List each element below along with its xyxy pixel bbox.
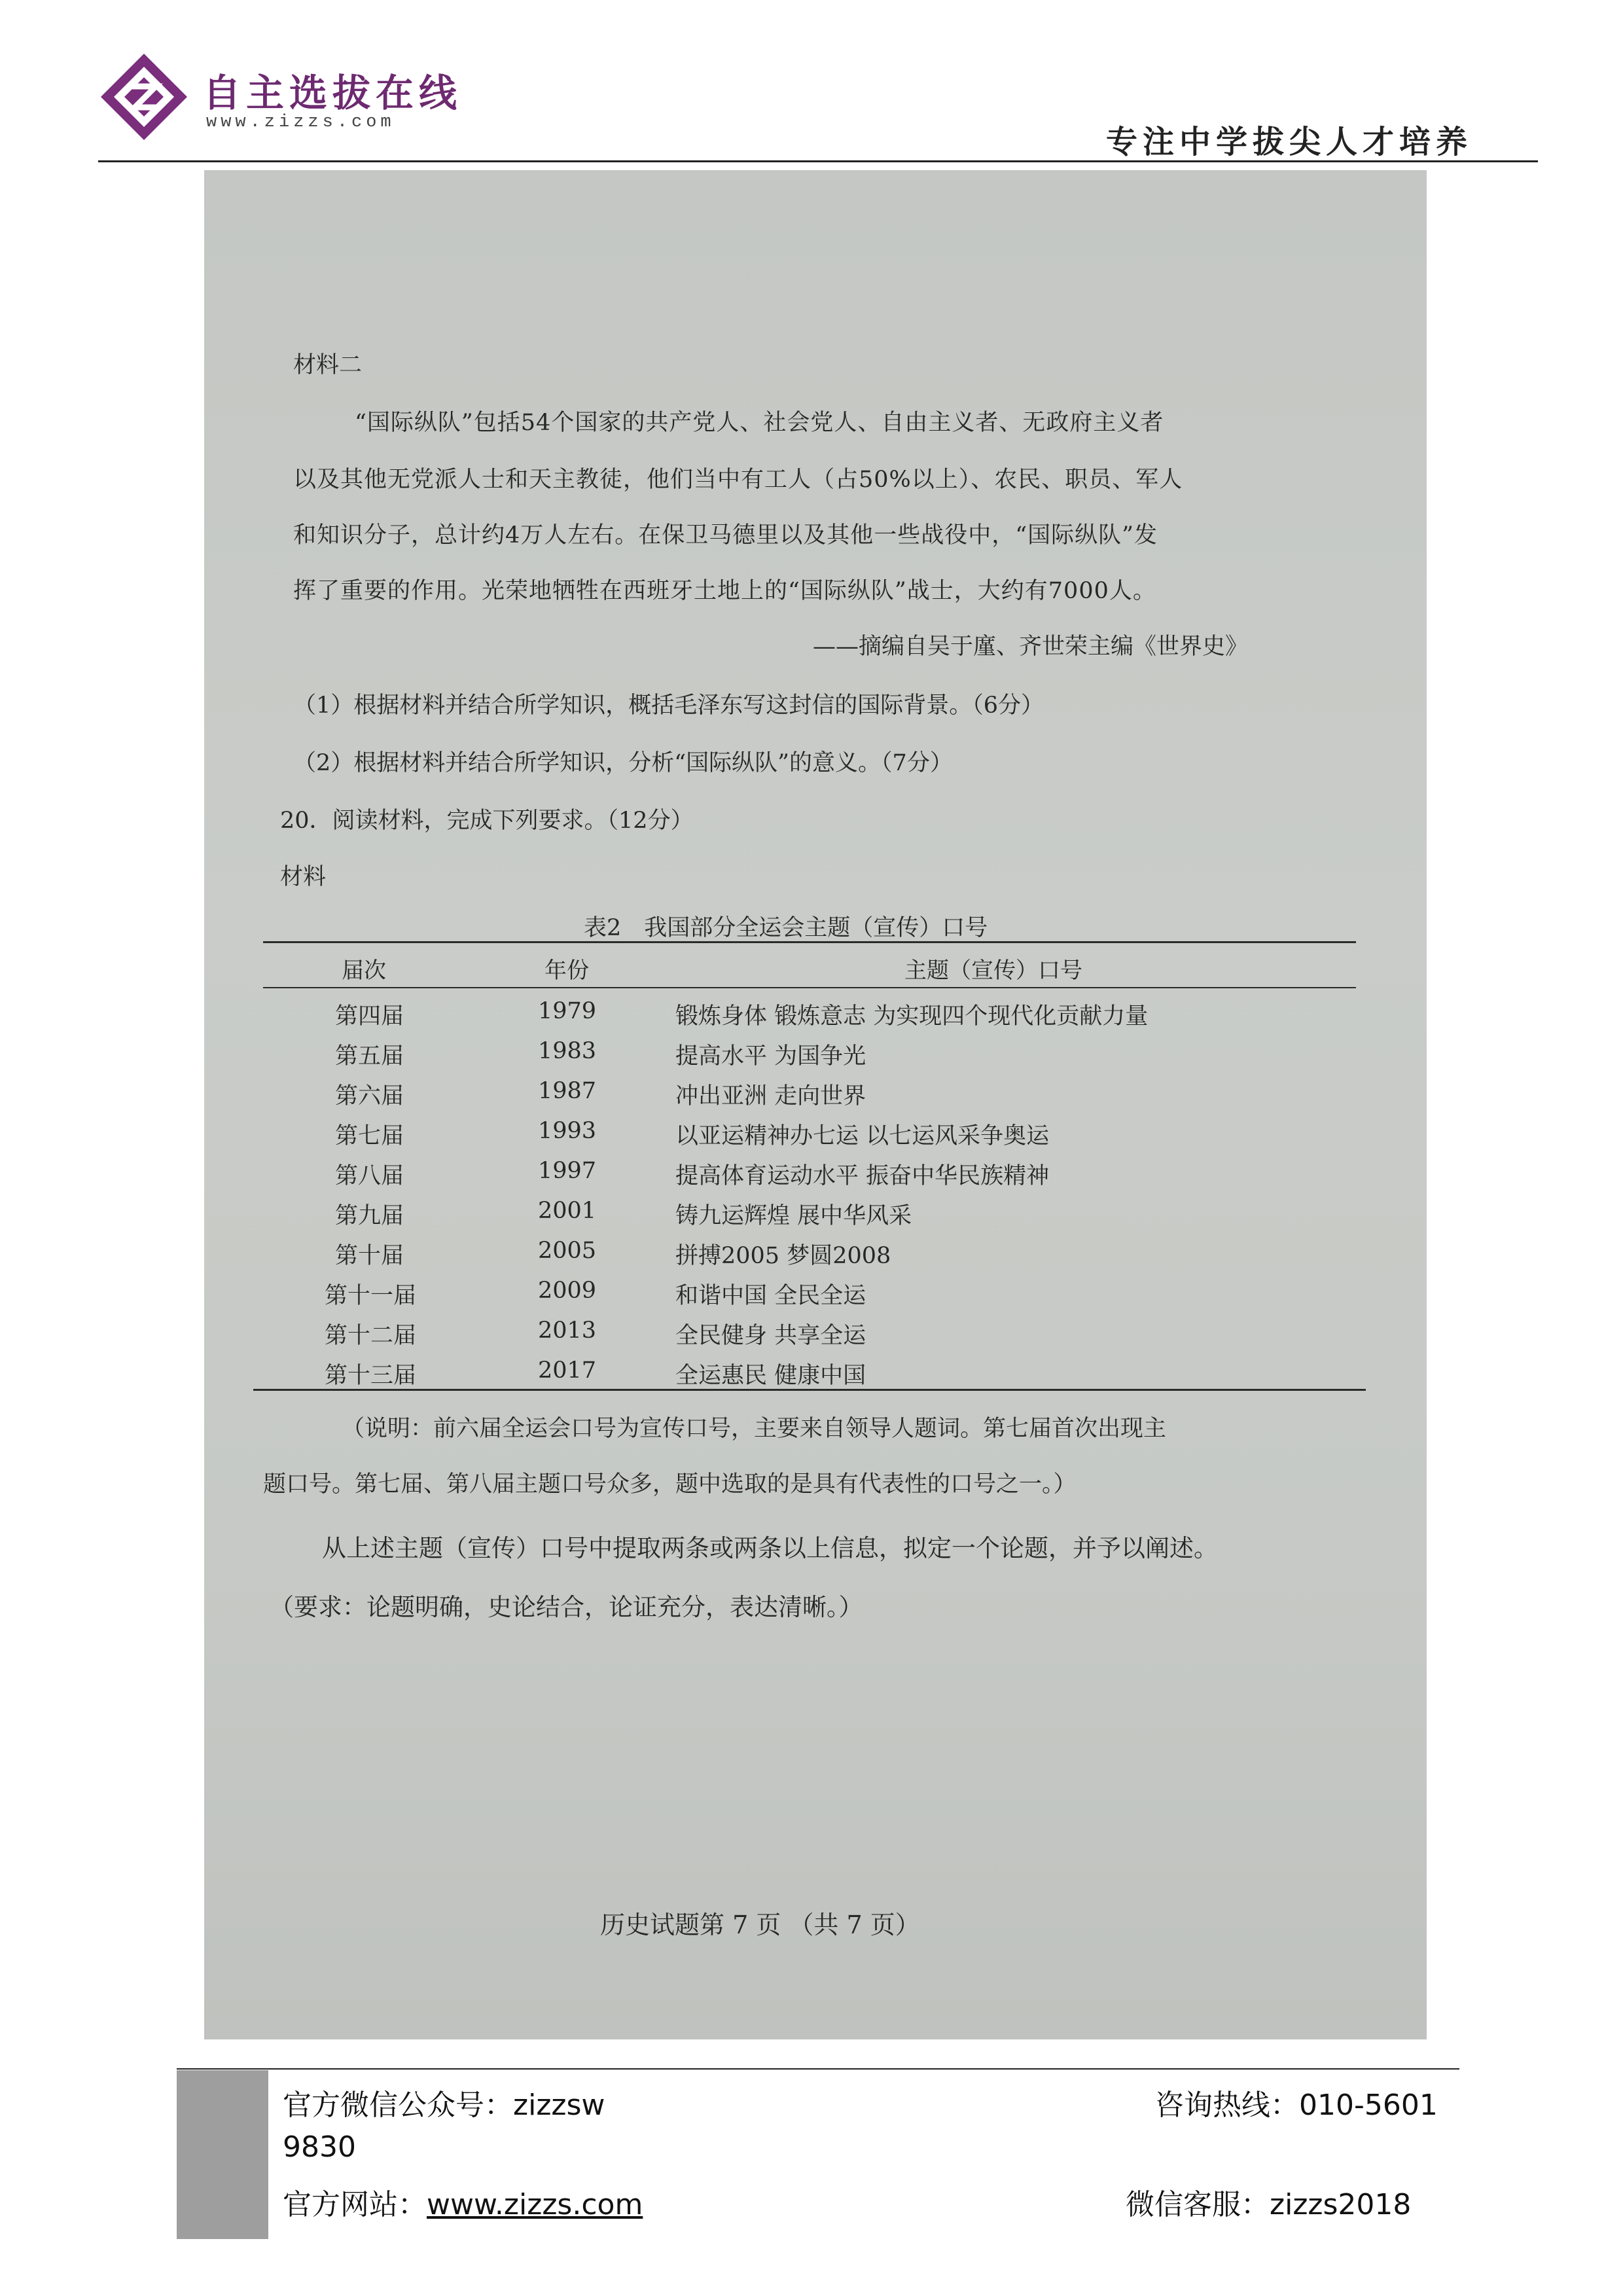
table-cell-year: 1987 bbox=[538, 1078, 597, 1104]
material2-heading: 材料二 bbox=[293, 352, 363, 378]
question-20-heading: 20．阅读材料，完成下列要求。（12分） bbox=[280, 808, 694, 834]
table-bottom-rule bbox=[253, 1389, 1366, 1391]
table-cell-year: 1979 bbox=[538, 998, 597, 1024]
footer-website-link[interactable]: www.zizzs.com bbox=[427, 2188, 643, 2221]
table-cell-slogan: 全运惠民 健康中国 bbox=[675, 1363, 866, 1389]
scanned-exam-page bbox=[204, 170, 1427, 2039]
table-cell-session: 第六届 bbox=[335, 1083, 404, 1109]
table-cell-slogan: 提高水平 为国争光 bbox=[675, 1043, 866, 1069]
table-cell-year: 1997 bbox=[538, 1158, 597, 1184]
table-cell-slogan: 以亚运精神办七运 以七运风采争奥运 bbox=[675, 1123, 1050, 1149]
page-number: 历史试题第 7 页 （共 7 页） bbox=[600, 1910, 920, 1939]
brand-name: 自主选拔在线 bbox=[203, 71, 463, 115]
table-cell-slogan: 铸九运辉煌 展中华风采 bbox=[675, 1203, 912, 1229]
material2-line: 和知识分子，总计约4万人左右。在保卫马德里以及其他一些战役中，“国际纵队”发 bbox=[293, 522, 1158, 548]
table-header-slogan: 主题（宣传）口号 bbox=[904, 958, 1082, 984]
note-line: （说明：前六届全运会口号为宣传口号，主要来自领导人题词。第七届首次出现主 bbox=[342, 1416, 1167, 1442]
footer-website bbox=[283, 2181, 643, 2223]
table-cell-slogan: 全民健身 共享全运 bbox=[675, 1323, 866, 1349]
material-label: 材料 bbox=[280, 864, 327, 890]
table-cell-session: 第五届 bbox=[335, 1043, 404, 1069]
table-cell-year: 1983 bbox=[538, 1038, 597, 1064]
table-cell-year: 2013 bbox=[538, 1318, 597, 1344]
table-cell-session: 第十一届 bbox=[325, 1283, 417, 1309]
table-cell-slogan: 和谐中国 全民全运 bbox=[675, 1283, 866, 1309]
table-cell-slogan: 锻炼身体 锻炼意志 为实现四个现代化贡献力量 bbox=[675, 1003, 1149, 1030]
task-line: （要求：论题明确，史论结合，论证充分，表达清晰。） bbox=[270, 1593, 863, 1621]
material2-line: 挥了重要的作用。光荣地牺牲在西班牙土地上的“国际纵队”战士，大约有7000人。 bbox=[293, 578, 1156, 604]
table-cell-year: 2005 bbox=[538, 1238, 597, 1264]
header-slogan: 专注中学拔尖人才培养 bbox=[1105, 124, 1472, 160]
brand-url: www.zizzs.com bbox=[206, 113, 395, 132]
footer-divider bbox=[177, 2068, 1459, 2070]
question-1: （1）根据材料并结合所学知识，概括毛泽东写这封信的国际背景。（6分） bbox=[293, 692, 1044, 719]
table-cell-year: 2017 bbox=[538, 1357, 597, 1384]
footer-website-label: 官方网站： bbox=[283, 2188, 427, 2221]
table-cell-session: 第十三届 bbox=[325, 1363, 417, 1389]
footer-hotline: 咨询热线：010-5601 bbox=[1155, 2089, 1438, 2122]
table-cell-year: 1993 bbox=[538, 1118, 597, 1144]
table-header-rule bbox=[263, 987, 1356, 988]
table-cell-session: 第八届 bbox=[335, 1163, 404, 1189]
zizzs-diamond-logo-icon bbox=[98, 51, 190, 143]
table-cell-session: 第七届 bbox=[335, 1123, 404, 1149]
table-cell-year: 2009 bbox=[538, 1278, 597, 1304]
footer-hotline-continued: 9830 bbox=[283, 2130, 356, 2164]
footer-wechat-service: 微信客服：zizzs2018 bbox=[1126, 2188, 1412, 2221]
table-cell-session: 第十届 bbox=[335, 1243, 404, 1269]
question-2: （2）根据材料并结合所学知识，分析“国际纵队”的意义。（7分） bbox=[293, 750, 953, 776]
table-title: 表2 我国部分全运会主题（宣传）口号 bbox=[584, 915, 988, 941]
table-cell-year: 2001 bbox=[538, 1198, 597, 1224]
material2-source: ——摘编自吴于廑、齐世荣主编《世界史》 bbox=[813, 634, 1249, 660]
material2-line: 以及其他无党派人士和天主教徒，他们当中有工人（占50%以上）、农民、职员、军人 bbox=[293, 467, 1183, 493]
table-cell-session: 第十二届 bbox=[325, 1323, 417, 1349]
table-top-rule bbox=[263, 941, 1356, 943]
footer-gray-bar bbox=[177, 2070, 268, 2239]
table-cell-slogan: 拼搏2005 梦圆2008 bbox=[675, 1243, 891, 1269]
table-header-year: 年份 bbox=[544, 958, 589, 984]
table-header-session: 届次 bbox=[342, 958, 386, 984]
table-cell-session: 第九届 bbox=[335, 1203, 404, 1229]
table-cell-slogan: 提高体育运动水平 振奋中华民族精神 bbox=[675, 1163, 1050, 1189]
note-line: 题口号。第七届、第八届主题口号众多，题中选取的是具有代表性的口号之一。） bbox=[263, 1471, 1077, 1498]
header-divider bbox=[98, 160, 1538, 162]
table-cell-slogan: 冲出亚洲 走向世界 bbox=[675, 1083, 866, 1109]
footer-wechat: 官方微信公众号：zizzsw bbox=[283, 2089, 605, 2122]
task-line: 从上述主题（宣传）口号中提取两条或两条以上信息，拟定一个论题，并予以阐述。 bbox=[322, 1534, 1218, 1562]
table-cell-session: 第四届 bbox=[335, 1003, 404, 1030]
material2-line: “国际纵队”包括54个国家的共产党人、社会党人、自由主义者、无政府主义者 bbox=[355, 410, 1164, 436]
